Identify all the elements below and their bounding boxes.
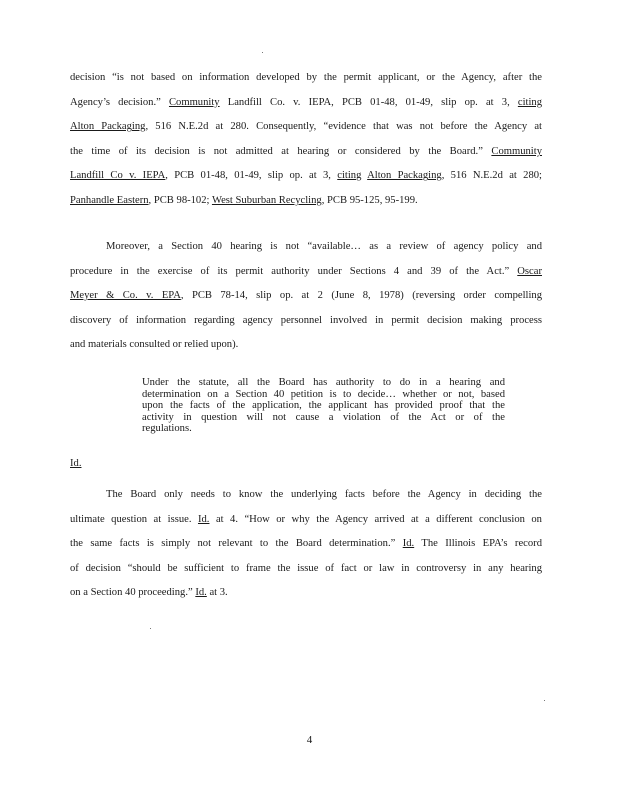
citation-underline: West Suburban Recycling [211, 194, 322, 206]
citation-underline: Oscar [517, 265, 542, 277]
citation-underline: citing [517, 96, 543, 108]
citation-underline: Community [491, 145, 542, 157]
page-number: 4 [306, 734, 313, 746]
text-line: the time of its decision is not admitted at hearing or considered by the Board.” Community [70, 145, 542, 157]
text-line: the same facts is simply not relevant to the Board determination.” Id. The Illinois EPA’s record [70, 538, 542, 550]
citation-underline: Alton Packaging [70, 121, 146, 133]
text-line: Moreover, a Section 40 hearing is not “available… as a review of agency policy and [106, 241, 542, 252]
id-citation-text: Id. [70, 458, 82, 469]
scan-speck [150, 628, 151, 629]
citation-underline: Alton Packaging [367, 170, 442, 182]
citation-underline: citing [337, 170, 362, 182]
citation-underline: Panhandle Eastern [70, 194, 149, 206]
paragraph-2 [70, 235, 542, 358]
citation-underline: Id. [195, 587, 207, 599]
text-line: Alton Packaging, 516 N.E.2d at 280. Consequently, “evidence that was not before the Agency at [70, 121, 542, 133]
text-line: The Board only needs to know the underlying facts before the Agency in deciding the [106, 489, 542, 500]
text-line: determination on a Section 40 petition is to decide… whether or not, based [142, 388, 505, 400]
citation-underline: Id. [402, 538, 415, 550]
text-line: and materials consulted or relied upon). [70, 339, 239, 351]
text-line: Landfill Co v. IEPA, PCB 01-48, 01-49, slip op. at 3, citing Alton Packaging, 516 N.E.2d at 280; [70, 170, 542, 182]
citation-underline: Meyer & Co. v. EPA [70, 290, 181, 302]
scan-speck [262, 52, 263, 53]
scan-speck [544, 700, 545, 701]
text-line: Under the statute, all the Board has authority to do in a hearing and [142, 377, 505, 388]
text-line: Agency’s decision.” Community Landfill Co. v. IEPA, PCB 01-48, 01-49, slip op. at 3, citing [70, 96, 543, 108]
citation-underline: Id. [197, 513, 210, 525]
text-line: decision “is not based on information developed by the permit applicant, or the Agency, after the [70, 72, 542, 83]
text-line: on a Section 40 proceeding.” Id. at 3. [70, 587, 228, 599]
text-line: upon the facts of the application, the applicant has provided proof that the [142, 400, 505, 411]
paragraph-3 [70, 483, 542, 606]
block-quote [142, 377, 505, 435]
text-line: of decision “should be sufficient to frame the issue of fact or law in controversy in any hearing [70, 562, 542, 574]
citation-underline: Community [168, 96, 220, 108]
citation-underline: Landfill Co v. IEPA [70, 170, 166, 182]
text-line: Panhandle Eastern, PCB 98-102; West Suburban Recycling, PCB 95-125, 95-199. [70, 194, 418, 206]
text-line: discovery of information regarding agency personnel involved in permit decision making process [70, 314, 542, 326]
text-line: regulations. [142, 423, 192, 434]
id-citation [70, 457, 81, 471]
text-line: activity in question will not cause a violation of the Act or of the [142, 411, 505, 423]
text-line: procedure in the exercise of its permit authority under Sections 4 and 39 of the Act.” Oscar [70, 265, 542, 277]
text-line: Meyer & Co. v. EPA, PCB 78-14, slip op. at 2 (June 8, 1978) (reversing order compelling [70, 290, 542, 302]
paragraph-1 [70, 66, 542, 214]
text-line: ultimate question at issue. Id. at 4. “How or why the Agency arrived at a different conclusion on [70, 513, 542, 525]
